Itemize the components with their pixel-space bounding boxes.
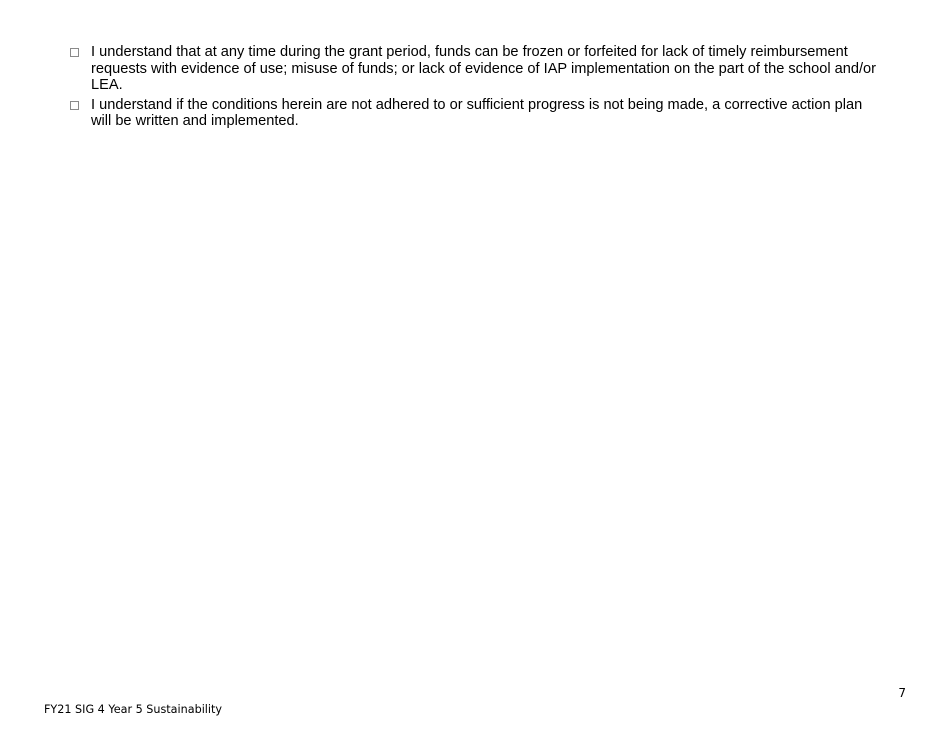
checklist-item-text: I understand if the conditions herein are not adhered to or sufficient progress is not being made, a corrective action plan will be written and implemented. [91,96,863,129]
acknowledgement-checklist [70,44,880,133]
page-number: 7 [898,686,906,700]
checkbox-icon[interactable] [70,48,79,57]
checklist-item [70,44,880,94]
footer-document-title: FY21 SIG 4 Year 5 Sustainability [44,703,223,716]
checklist-item-text: I understand that at any time during the grant period, funds can be frozen or forfeited for lack of timely reimbursement requests with evidence of use; misuse of funds; or lack of evidence of IAP implementation on the part of the school and/or LEA. [91,44,876,93]
checklist-item [70,97,880,130]
checkbox-icon[interactable] [70,101,79,110]
